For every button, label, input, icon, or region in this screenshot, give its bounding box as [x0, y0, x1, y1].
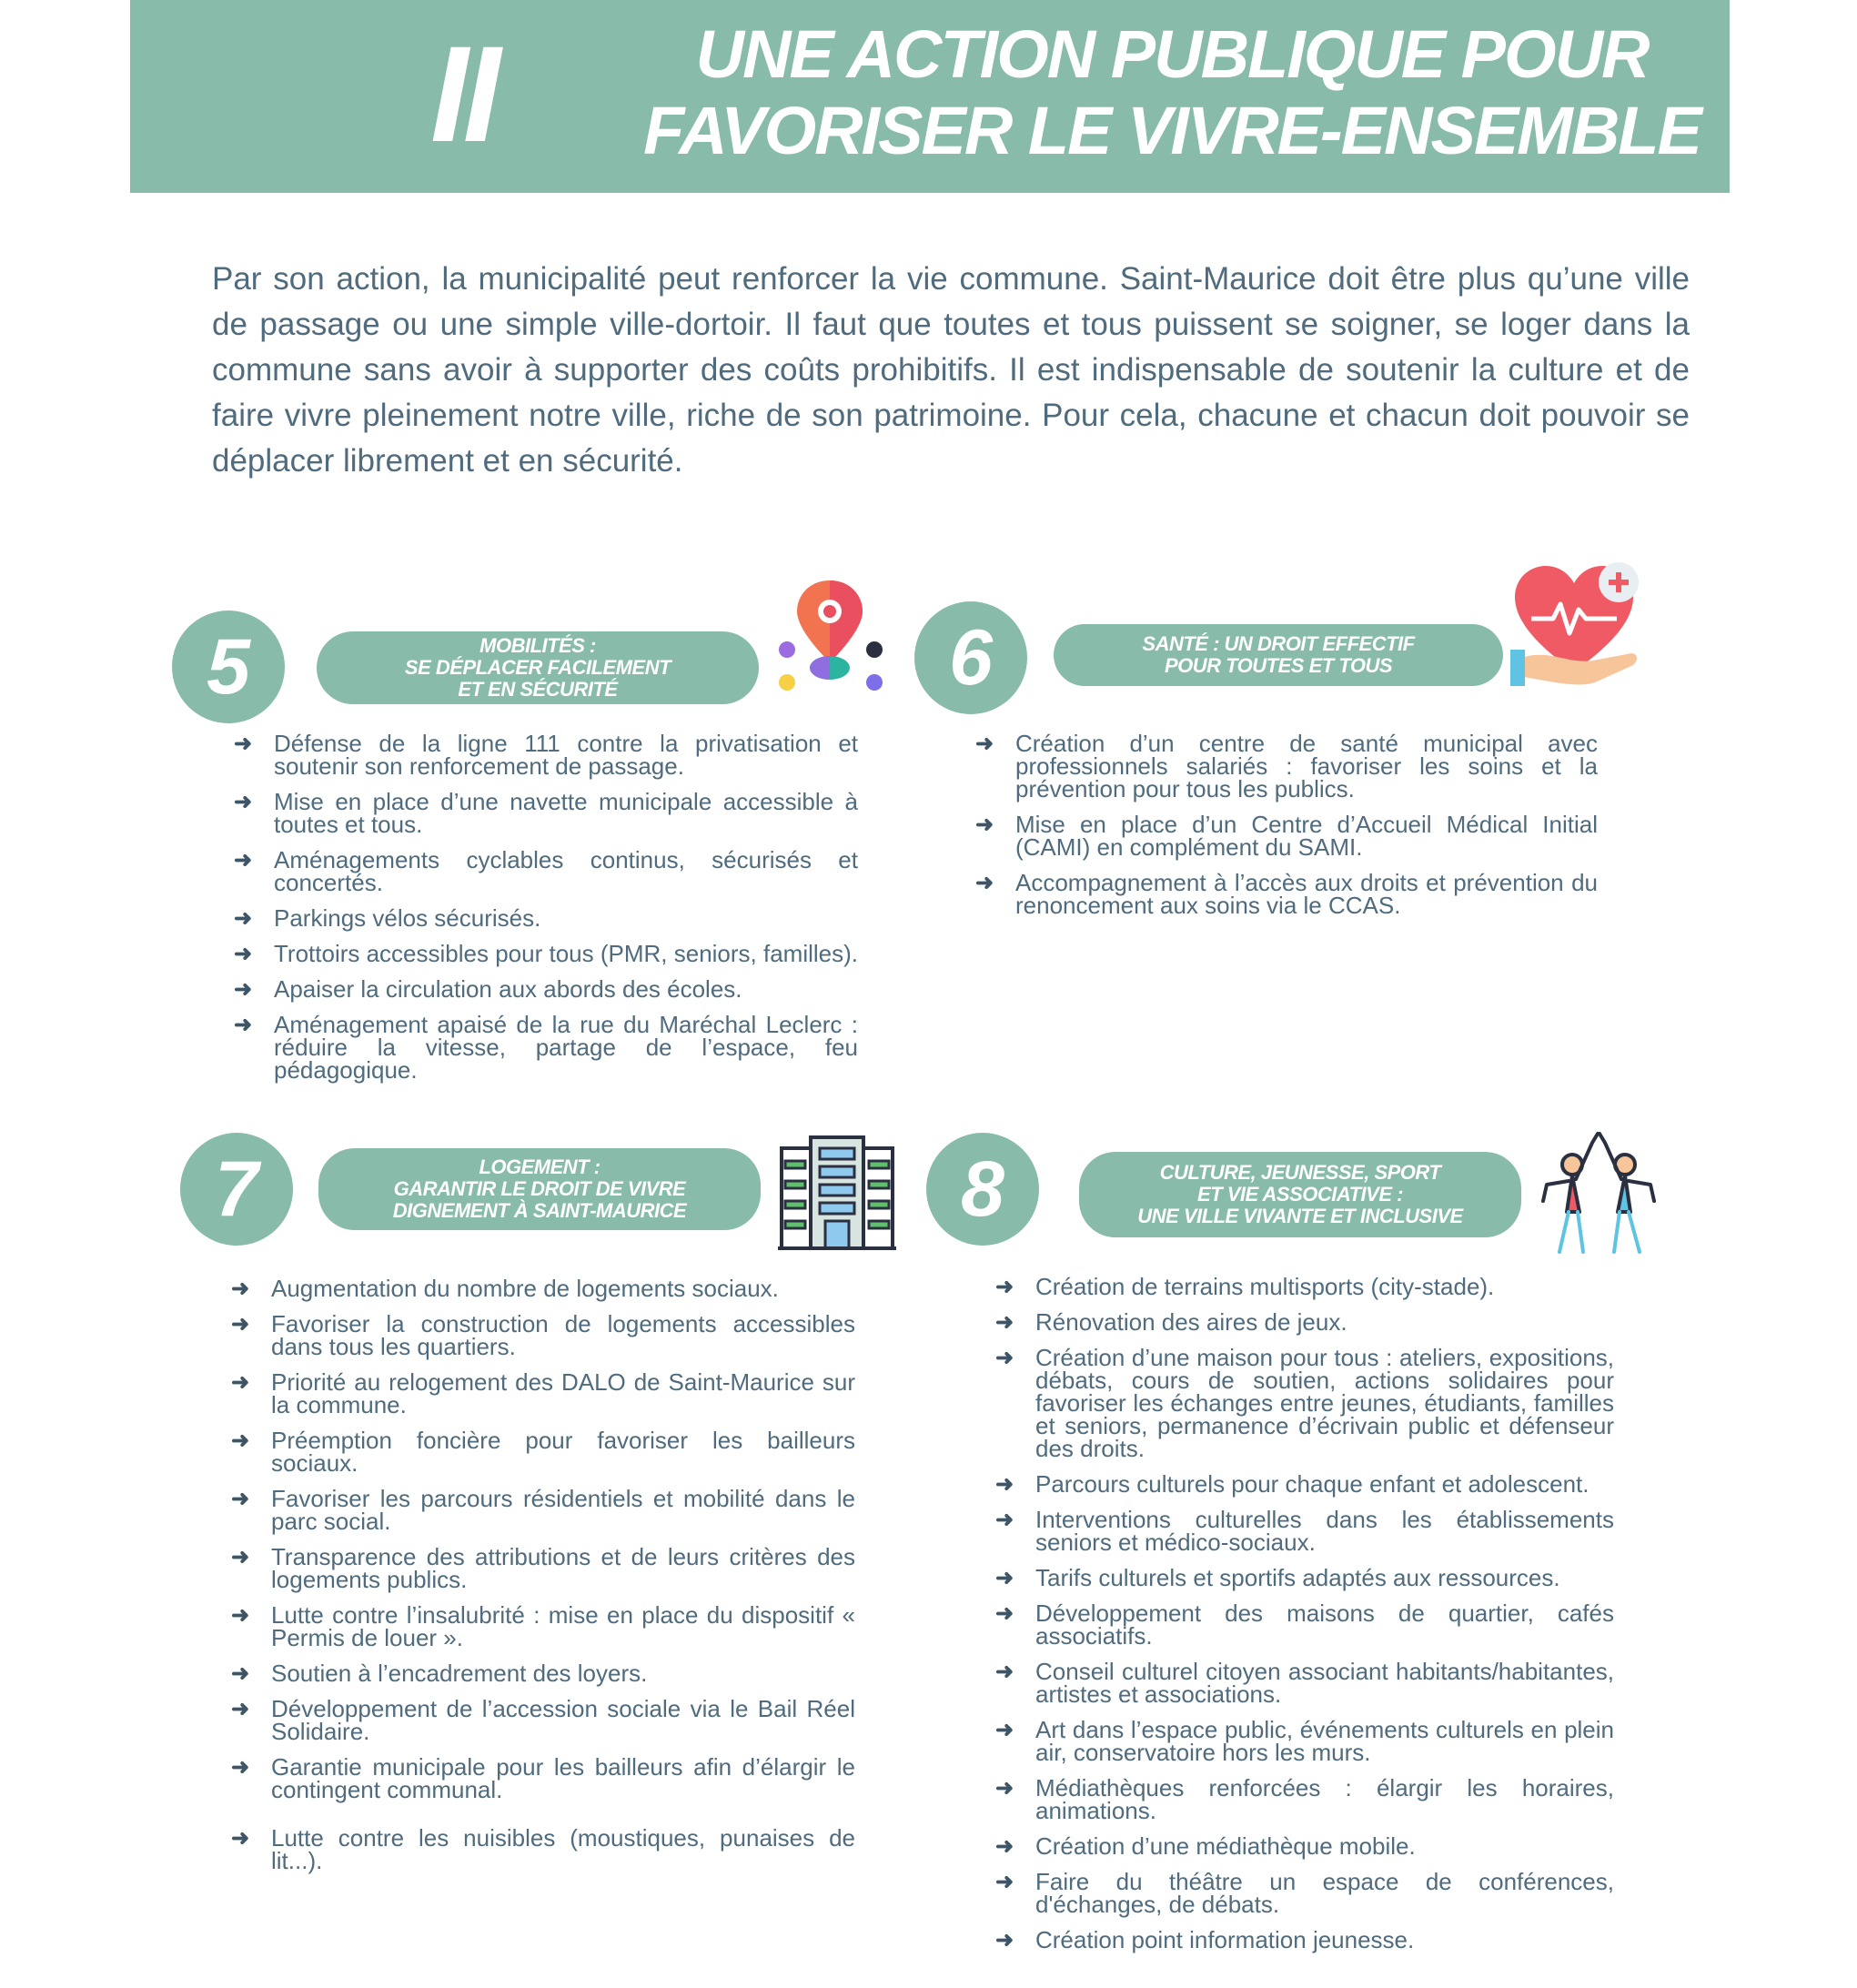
arrow-icon: ➜ — [995, 1660, 1014, 1684]
list-item: ➜ Priorité au relogement des DALO de Saint-Maurice sur la commune. — [231, 1368, 855, 1418]
section-7-list — [231, 1277, 855, 1885]
section-6-title — [1054, 624, 1503, 686]
section-8-title-line-1: CULTURE, JEUNESSE, SPORT — [1159, 1161, 1441, 1184]
arrow-icon: ➜ — [231, 1370, 250, 1395]
arrow-icon: ➜ — [995, 1718, 1014, 1742]
section-7-title-line-3: DIGNEMENT À SAINT-MAURICE — [392, 1199, 687, 1222]
arrow-icon: ➜ — [975, 812, 994, 837]
heart-in-hand-icon — [1506, 555, 1642, 701]
list-item: ➜ Accompagnement à l’accès aux droits et prévention du renoncement aux soins via le CCAS. — [975, 869, 1598, 919]
list-item: ➜ Développement des maisons de quartier, cafés associatifs. — [995, 1599, 1614, 1650]
section-8-title — [1079, 1152, 1521, 1237]
header-banner — [130, 0, 1730, 193]
list-item: ➜ Développement de l’accession sociale via le Bail Réel Solidaire. — [231, 1695, 855, 1745]
arrow-icon: ➜ — [231, 1545, 250, 1569]
list-item: ➜ Soutien à l’encadrement des loyers. — [231, 1660, 648, 1687]
section-6-title-line-1: SANTÉ : UN DROIT EFFECTIF — [1142, 632, 1415, 655]
page-title — [590, 16, 1754, 169]
list-item: ➜ Transparence des attributions et de leurs critères des logements publics. — [231, 1543, 855, 1593]
list-item: ➜ Favoriser la construction de logements accessibles dans tous les quartiers. — [231, 1310, 855, 1360]
section-8-title-line-2: ET VIE ASSOCIATIVE : — [1197, 1183, 1403, 1206]
arrow-icon: ➜ — [231, 1661, 250, 1686]
list-item: ➜ Lutte contre l’insalubrité : mise en place du dispositif « Permis de louer ». — [231, 1601, 855, 1651]
section-5-title-line-2: SE DÉPLACER FACILEMENT — [404, 656, 671, 679]
list-item: ➜ Préemption foncière pour favoriser les bailleurs sociaux. — [231, 1427, 855, 1477]
list-item: ➜ Création de terrains multisports (city-stade). — [995, 1273, 1495, 1300]
section-8-number: 8 — [926, 1133, 1039, 1246]
list-item: ➜ Défense de la ligne 111 contre la privatisation et soutenir son renforcement de passage. — [234, 730, 858, 780]
building-icon — [778, 1135, 896, 1252]
list-item: ➜ Création d’un centre de santé municipal avec professionnels salariés : favoriser les soins et la prévention pour tous les publics. — [975, 730, 1598, 802]
list-item: ➜ Parkings vélos sécurisés. — [234, 904, 541, 932]
arrow-icon: ➜ — [234, 942, 253, 966]
list-item: ➜ Augmentation du nombre de logements sociaux. — [231, 1275, 779, 1302]
arrow-icon: ➜ — [995, 1566, 1014, 1590]
section-7-title-line-1: LOGEMENT : — [479, 1155, 600, 1178]
list-item: ➜ Conseil culturel citoyen associant habitants/habitantes, artistes et associations. — [995, 1658, 1614, 1708]
high-five-icon — [1539, 1128, 1658, 1256]
list-item: ➜ Parcours culturels pour chaque enfant et adolescent. — [995, 1470, 1590, 1498]
arrow-icon: ➜ — [231, 1487, 250, 1511]
arrow-icon: ➜ — [995, 1472, 1014, 1497]
arrow-icon: ➜ — [995, 1834, 1014, 1859]
list-item: ➜ Création d’une maison pour tous : ateliers, expositions, débats, cours de soutien, actions solidaires pour favoriser les échanges entre jeunes, étudiants, familles et seniors, permanence d’écrivain public et défenseur des droits. — [995, 1344, 1614, 1462]
list-item: ➜ Favoriser les parcours résidentiels et mobilité dans le parc social. — [231, 1485, 855, 1535]
section-6-list — [975, 732, 1598, 930]
arrow-icon: ➜ — [975, 732, 994, 756]
arrow-icon: ➜ — [995, 1275, 1014, 1299]
arrow-icon: ➜ — [231, 1428, 250, 1453]
section-7-title-line-2: GARANTIR LE DROIT DE VIVRE — [393, 1177, 686, 1200]
section-6-number: 6 — [914, 601, 1027, 714]
section-5-title — [317, 631, 759, 704]
section-7-number: 7 — [180, 1133, 293, 1246]
section-8-title-line-3: UNE VILLE VIVANTE ET INCLUSIVE — [1137, 1205, 1463, 1227]
arrow-icon: ➜ — [231, 1277, 250, 1301]
arrow-icon: ➜ — [231, 1755, 250, 1780]
section-5-title-line-3: ET EN SÉCURITÉ — [458, 678, 618, 701]
section-6-title-line-2: POUR TOUTES ET TOUS — [1164, 654, 1393, 677]
list-item: ➜ Médiathèques renforcées : élargir les horaires, animations. — [995, 1774, 1614, 1824]
list-item: ➜ Apaiser la circulation aux abords des écoles. — [234, 975, 742, 1003]
section-5-list — [234, 732, 858, 1095]
section-7-title — [318, 1148, 761, 1230]
list-item: ➜ Création point information jeunesse. — [995, 1926, 1415, 1953]
arrow-icon: ➜ — [234, 1013, 253, 1037]
list-item: ➜ Lutte contre les nuisibles (moustiques, punaises de lit...). — [231, 1824, 855, 1874]
arrow-icon: ➜ — [995, 1508, 1014, 1532]
arrow-icon: ➜ — [995, 1870, 1014, 1894]
arrow-icon: ➜ — [231, 1312, 250, 1337]
section-5-number: 5 — [172, 611, 285, 723]
arrow-icon: ➜ — [995, 1310, 1014, 1335]
list-item: ➜ Mise en place d’une navette municipale accessible à toutes et tous. — [234, 788, 858, 838]
location-pin-icon — [773, 579, 887, 697]
arrow-icon: ➜ — [234, 848, 253, 873]
page-title-line-1: UNE ACTION PUBLIQUE POUR — [695, 16, 1649, 92]
chapter-number: II — [430, 17, 496, 170]
arrow-icon: ➜ — [995, 1928, 1014, 1953]
list-item: ➜ Art dans l’espace public, événements culturels en plein air, conservatoire hors les murs. — [995, 1716, 1614, 1766]
arrow-icon: ➜ — [234, 906, 253, 931]
list-item: ➜ Aménagements cyclables continus, sécurisés et concertés. — [234, 846, 858, 896]
list-item: ➜ Aménagement apaisé de la rue du Maréchal Leclerc : réduire la vitesse, partage de l’espace, feu pédagogique. — [234, 1011, 858, 1084]
arrow-icon: ➜ — [995, 1776, 1014, 1801]
section-8-list — [995, 1273, 1614, 1964]
arrow-icon: ➜ — [975, 871, 994, 895]
list-item: ➜ Faire du théâtre un espace de conférences, d'échanges, de débats. — [995, 1868, 1614, 1918]
arrow-icon: ➜ — [231, 1603, 250, 1628]
section-5-title-line-1: MOBILITÉS : — [479, 634, 596, 657]
intro-paragraph: Par son action, la municipalité peut renforcer la vie commune. Saint-Maurice doit être plus qu’une ville de passage ou une simple ville-dortoir. Il faut que toutes et tous puissent se soigner, se loger dans la commune sans avoir à supporter des coûts prohibitifs. Il est indispensable de soutenir la culture et de faire vivre pleinement notre ville, riche de son patrimoine. Pour cela, chacune et chacun doit pouvoir se déplacer librement et en sécurité. — [212, 261, 1690, 479]
arrow-icon: ➜ — [234, 977, 253, 1002]
arrow-icon: ➜ — [234, 732, 253, 756]
list-item: ➜ Mise en place d’un Centre d’Accueil Médical Initial (CAMI) en complément du SAMI. — [975, 811, 1598, 861]
list-item: ➜ Trottoirs accessibles pour tous (PMR, seniors, familles). — [234, 940, 859, 967]
arrow-icon: ➜ — [995, 1601, 1014, 1626]
list-item: ➜ Garantie municipale pour les bailleurs afin d’élargir le contingent communal. — [231, 1753, 855, 1803]
arrow-icon: ➜ — [231, 1826, 250, 1851]
list-item: ➜ Rénovation des aires de jeux. — [995, 1308, 1347, 1336]
arrow-icon: ➜ — [234, 790, 253, 814]
page-title-line-2: FAVORISER LE VIVRE-ENSEMBLE — [643, 93, 1701, 168]
list-item: ➜ Tarifs culturels et sportifs adaptés aux ressources. — [995, 1564, 1560, 1591]
arrow-icon: ➜ — [231, 1697, 250, 1721]
list-item: ➜ Interventions culturelles dans les établissements seniors et médico-sociaux. — [995, 1506, 1614, 1556]
list-item: ➜ Création d’une médiathèque mobile. — [995, 1832, 1416, 1860]
arrow-icon: ➜ — [995, 1346, 1014, 1370]
